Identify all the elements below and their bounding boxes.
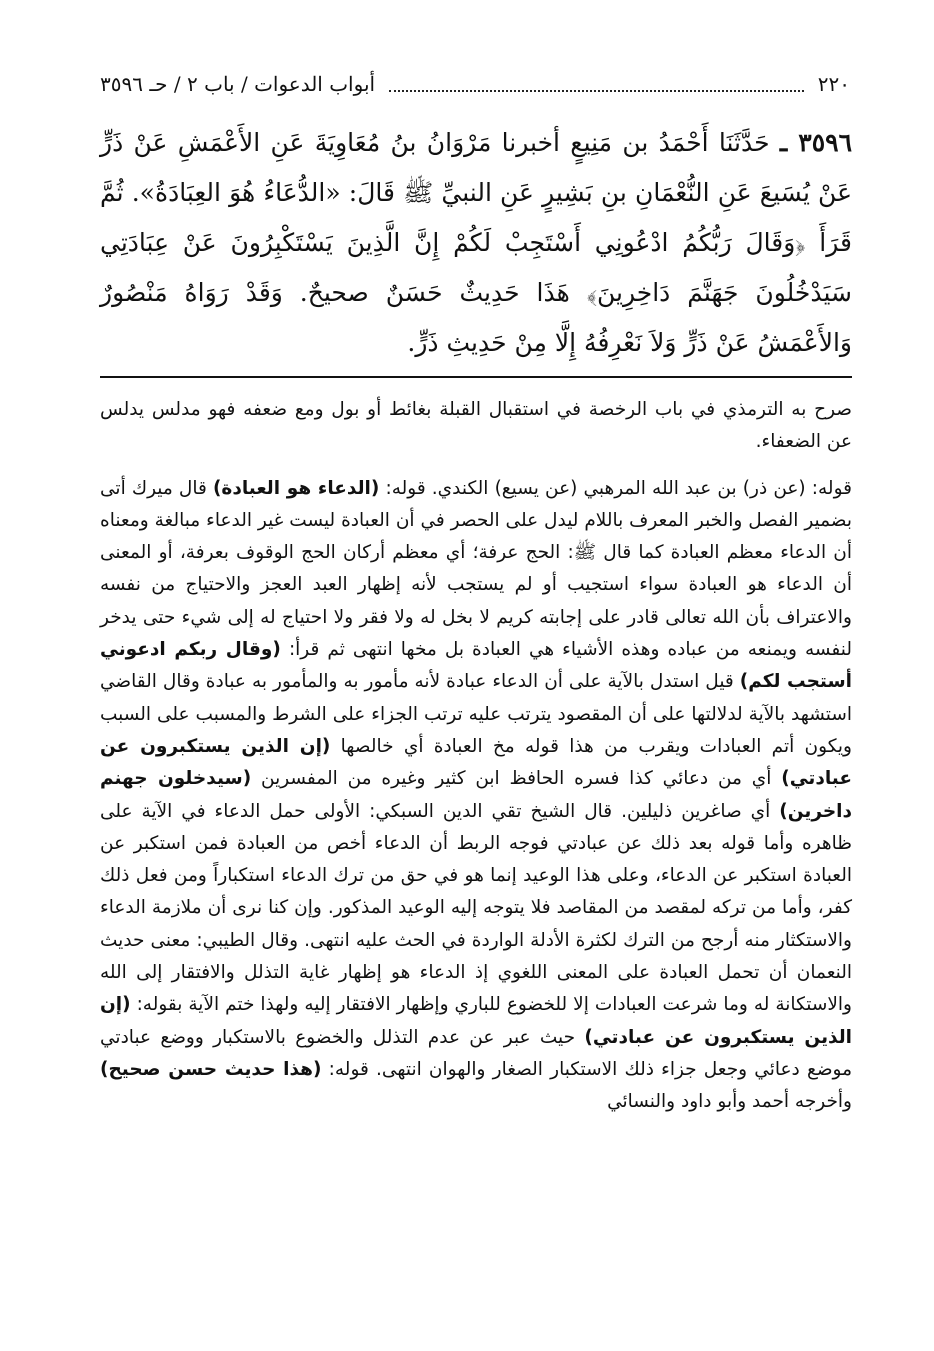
running-title: أبواب الدعوات / باب ٢ / حـ ٣٥٩٦ <box>100 72 376 96</box>
commentary-text: أي صاغرين ذليلين. قال الشيخ تقي الدين السبكي: الأولى حمل الدعاء في الآية على ظاهره وأما قوله بعد ذلك عن عبادتي فوجه الربط أن الدعاء أخص من العبادة فمن استكبر عن العبادة استكبر عن الدعاء، وعلى هذا الوعيد إنما هو في حق من ترك الدعاء استكباراً ومن فعل ذلك كفر، وأما من تركه لمقصد من المقاصد فلا يتوجه إليه الوعيد المذكور. وإن كنا نرى أن ملازمة الدعاء والاستكثار منه أرجح من الترك لكثرة الأدلة الواردة في الحث عليه انتهى. وقال الطيبي: معنى حديث النعمان أن تحمل العبادة على المعنى اللغوي إذ الدعاء هو إظهار غاية التذلل والافتقار إلى الله والاستكانة له وما شرعت العبادات إلا للخضوع للباري وإظهار الافتقار إليه ولهذا ختم الآية بقوله: <box>100 800 852 1016</box>
commentary-quote: (إن الذين يستكبرون عن عبادتي) <box>100 735 852 790</box>
commentary-quote: (هذا حديث حسن صحيح) <box>100 1058 322 1080</box>
hadith-number: ٣٥٩٦ ـ <box>779 128 853 157</box>
commentary-paragraph-2 <box>100 473 852 1119</box>
commentary-text: وأخرجه أحمد وأبو داود والنسائي <box>607 1091 852 1113</box>
commentary-paragraph-1: صرح به الترمذي في باب الرخصة في استقبال القبلة بغائط أو بول ومع ضعفه فهو مدلس يدلس عن الضعفاء. <box>100 399 852 453</box>
commentary-text: قال ميرك أتى بضمير الفصل والخبر المعرف باللام ليدل على الحصر في أن العبادة ليست غير الدعاء مبالغة ومعناه أن الدعاء معظم العبادة كما قال ﷺ: الحج عرفة؛ أي معظم أركان الحج الوقوف بعرفة، أو المعنى أن الدعاء هو العبادة سواء استجيب أو لم يستجب لأنه إظهار العبد العجز والاحتياج من نفسه والاعتراف بأن الله تعالى قادر على إجابته كريم لا بخل له ولا فقر ولا احتياج له إلى شيء حتى يدخر لنفسه ويمنعه من عباده وهذه الأشياء هي العبادة بل مخها انتهى ثم قرأ: <box>100 477 852 661</box>
commentary-text: قوله: (عن ذر) بن عبد الله المرهبي (عن يسيع) الكندي. قوله: <box>379 477 852 499</box>
commentary-block <box>100 394 852 1119</box>
commentary-text: قيل استدل بالآية على أن الدعاء عبادة لأنه مأمور به والمأمور به عبادة وقال القاضي استشهد بالآية لدلالتها على أن المقصود يترتب عليه ترتب الجزاء على الشرط والمسبب على السبب ويكون أتم العبادات ويقرب من هذا قوله مخ العبادة أي خالصها <box>100 671 852 757</box>
hadith-text-block <box>100 118 852 368</box>
commentary-quote: (إن الذين يستكبرون عن عبادتي) <box>100 994 852 1048</box>
hadith-body: حَدَّثَنَا أَحْمَدُ بن مَنِيعٍ أخبرنا مَرْوَانُ بنُ مُعَاوِيَةَ عَنِ الأَعْمَشِ عَنْ ذَرٍّ عَنْ يُسَيعَ عَنِ النُّعْمَانِ بنِ بَشِيرٍ عَنِ النبيِّ ﷺ قَالَ: «الدُّعَاءُ هُوَ العِبَادَةُ». ثُمَّ قَرَأَ ﴿وَقَالَ رَبُّكُمُ ادْعُونِي أَسْتَجِبْ لَكُمْ إِنَّ الَّذِينَ يَسْتَكْبِرُونَ عَنْ عِبَادَتِي سَيَدْخُلُونَ جَهَنَّمَ دَاخِرِينَ﴾ هَذَا حَدِيثٌ حَسَنٌ صحيحٌ. وَقَدْ رَوَاهُ مَنْصُورٌ وَالأَعْمَشُ عَنْ ذَرٍّ وَلاَ نَعْرِفُهُ إِلَّا مِنْ حَدِيثِ ذَرٍّ. <box>100 128 852 357</box>
commentary-quote: (وقال ربكم ادعوني أستجب لكم) <box>100 639 852 693</box>
footnote-separator <box>100 376 852 378</box>
page-header <box>100 66 850 102</box>
commentary-quote: (سيدخلون جهنم داخرين) <box>100 768 852 822</box>
commentary-quote: (الدعاء هو العبادة) <box>212 477 380 499</box>
page-number: ٢٢٠ <box>817 72 850 96</box>
commentary-text: حيث عبر عن عدم التذلل والخضوع بالاستكبار ووضع عبادتي موضع دعائي وجعل جزاء ذلك الاستكبار الصغار والهوان انتهى. قوله: <box>100 1026 852 1080</box>
header-dotted-leader <box>389 76 804 92</box>
commentary-text: أي من دعائي كذا فسره الحافظ ابن كثير وغيره من المفسرين <box>251 768 782 790</box>
